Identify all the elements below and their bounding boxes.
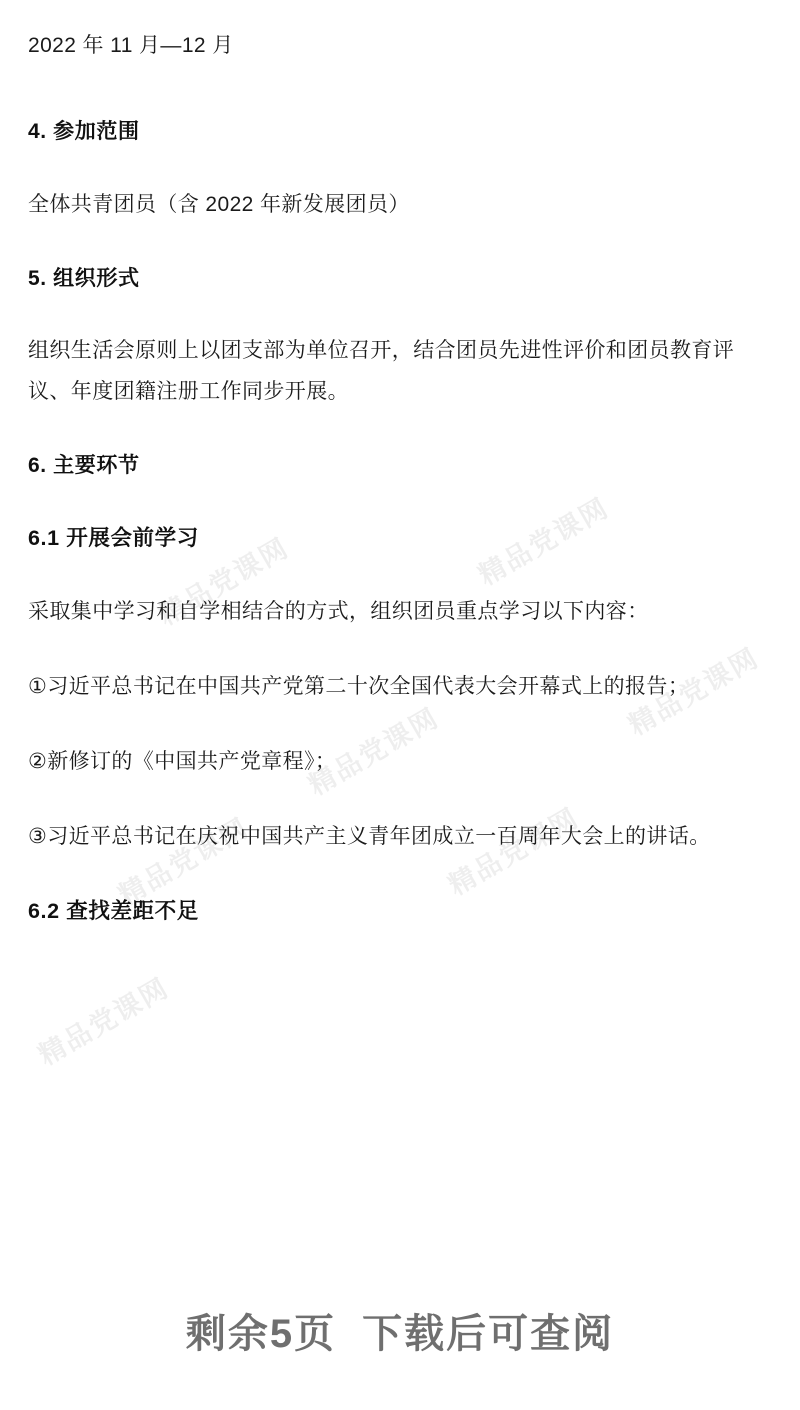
section-paragraph-scope: 全体共青团员（含 2022 年新发展团员）: [28, 192, 410, 216]
watermark-text: 精品党课网: [113, 812, 255, 911]
watermark-text: 精品党课网: [303, 702, 445, 801]
section-heading-main-steps: 6. 主要环节: [28, 454, 140, 478]
watermark-text: 精品党课网: [623, 642, 765, 741]
section-heading-organization-form: 5. 组织形式: [28, 266, 140, 290]
watermark-text: 精品党课网: [443, 802, 585, 901]
download-hint-label: 下载后可查阅: [362, 1311, 615, 1356]
section-heading-find-gaps: 6.2 查找差距不足: [28, 898, 199, 923]
study-intro-paragraph: 采取集中学习和自学相结合的方式，组织团员重点学习以下内容：: [28, 599, 649, 623]
remaining-pages-label: 剩余5页: [185, 1311, 337, 1356]
date-line: 2022 年 11 月—12 月: [28, 34, 234, 57]
paywall-message: [186, 1302, 614, 1359]
study-item-3: ③习近平总书记在庆祝中国共产主义青年团成立一百周年大会上的讲话。: [28, 824, 711, 848]
watermark-text: 精品党课网: [33, 972, 175, 1071]
section-heading-pre-meeting-study: 6.1 开展会前学习: [28, 526, 199, 551]
watermark-text: 精品党课网: [153, 532, 295, 631]
watermark-text: 精品党课网: [473, 492, 615, 591]
document-body: [28, 26, 772, 930]
study-item-2: ②新修订的《中国共产党章程》；: [28, 749, 337, 773]
paywall-banner[interactable]: [0, 1250, 800, 1410]
study-item-1: ①习近平总书记在中国共产党第二十次全国代表大会开幕式上的报告；: [28, 674, 690, 698]
section-heading-scope: 4. 参加范围: [28, 119, 140, 143]
section-paragraph-organization-form: 组织生活会原则上以团支部为单位召开，结合团员先进性评价和团员教育评议、年度团籍注册工作同步开展。: [28, 339, 735, 404]
